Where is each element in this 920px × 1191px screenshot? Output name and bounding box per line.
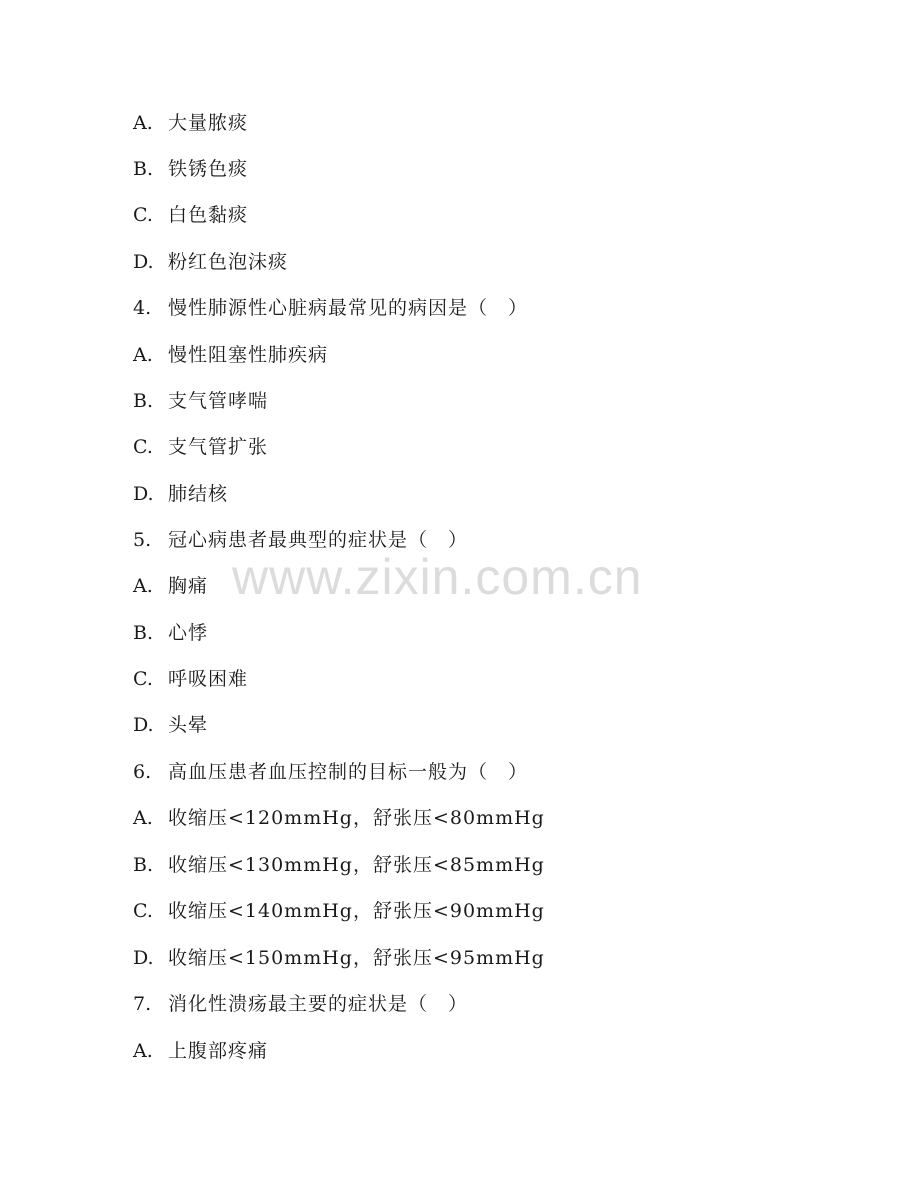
option-marker: B. <box>133 622 154 644</box>
option-marker: A. <box>133 807 153 829</box>
option-text: 上腹部疼痛 <box>168 1040 269 1062</box>
option-text: 粉红色泡沫痰 <box>168 251 289 273</box>
option-d <box>133 479 228 509</box>
option-d <box>133 710 208 740</box>
option-marker: C. <box>133 436 153 458</box>
option-text: 白色黏痰 <box>168 204 249 226</box>
question-7 <box>133 989 468 1019</box>
option-marker: D. <box>133 947 154 969</box>
option-marker: D. <box>133 251 154 273</box>
option-marker: B. <box>133 854 154 876</box>
question-text: 消化性溃疡最主要的症状是（ ） <box>168 993 469 1015</box>
option-marker: D. <box>133 483 154 505</box>
option-marker: C. <box>133 900 153 922</box>
option-c <box>133 200 248 230</box>
question-4 <box>133 293 528 323</box>
option-text: 收缩压<120mmHg，舒张压<80mmHg <box>168 807 545 829</box>
option-marker: A. <box>133 344 153 366</box>
option-c <box>133 896 545 926</box>
option-marker: C. <box>133 668 153 690</box>
option-b <box>133 850 545 880</box>
option-marker: A. <box>133 1040 153 1062</box>
question-number: 4. <box>133 297 152 319</box>
option-a <box>133 803 545 833</box>
question-number: 7. <box>133 993 152 1015</box>
question-text: 冠心病患者最典型的症状是（ ） <box>168 529 469 551</box>
option-text: 肺结核 <box>168 483 229 505</box>
option-b <box>133 386 268 416</box>
option-text: 呼吸困难 <box>168 668 249 690</box>
option-marker: A. <box>133 112 153 134</box>
option-text: 收缩压<140mmHg，舒张压<90mmHg <box>168 900 545 922</box>
option-d <box>133 943 545 973</box>
option-marker: B. <box>133 390 154 412</box>
option-marker: C. <box>133 204 153 226</box>
option-marker: B. <box>133 158 154 180</box>
option-text: 铁锈色痰 <box>168 158 249 180</box>
question-number: 5. <box>133 529 152 551</box>
question-text: 高血压患者血压控制的目标一般为（ ） <box>168 761 529 783</box>
option-marker: D. <box>133 714 154 736</box>
option-b <box>133 618 208 648</box>
option-text: 心悸 <box>168 622 209 644</box>
option-c <box>133 432 268 462</box>
option-a <box>133 1036 268 1066</box>
question-6 <box>133 757 528 787</box>
option-text: 收缩压<130mmHg，舒张压<85mmHg <box>168 854 545 876</box>
option-text: 支气管哮喘 <box>168 390 269 412</box>
option-text: 胸痛 <box>168 575 209 597</box>
option-text: 头晕 <box>168 714 209 736</box>
option-b <box>133 154 248 184</box>
option-text: 收缩压<150mmHg，舒张压<95mmHg <box>168 947 545 969</box>
option-marker: A. <box>133 575 153 597</box>
option-text: 支气管扩张 <box>168 436 269 458</box>
question-number: 6. <box>133 761 152 783</box>
option-text: 慢性阻塞性肺疾病 <box>168 344 329 366</box>
option-a <box>133 571 208 601</box>
option-text: 大量脓痰 <box>168 112 249 134</box>
option-c <box>133 664 248 694</box>
watermark: www.zixin.com.cn <box>232 549 643 605</box>
option-a <box>133 108 248 138</box>
option-d <box>133 247 288 277</box>
question-text: 慢性肺源性心脏病最常见的病因是（ ） <box>168 297 529 319</box>
option-a <box>133 340 328 370</box>
